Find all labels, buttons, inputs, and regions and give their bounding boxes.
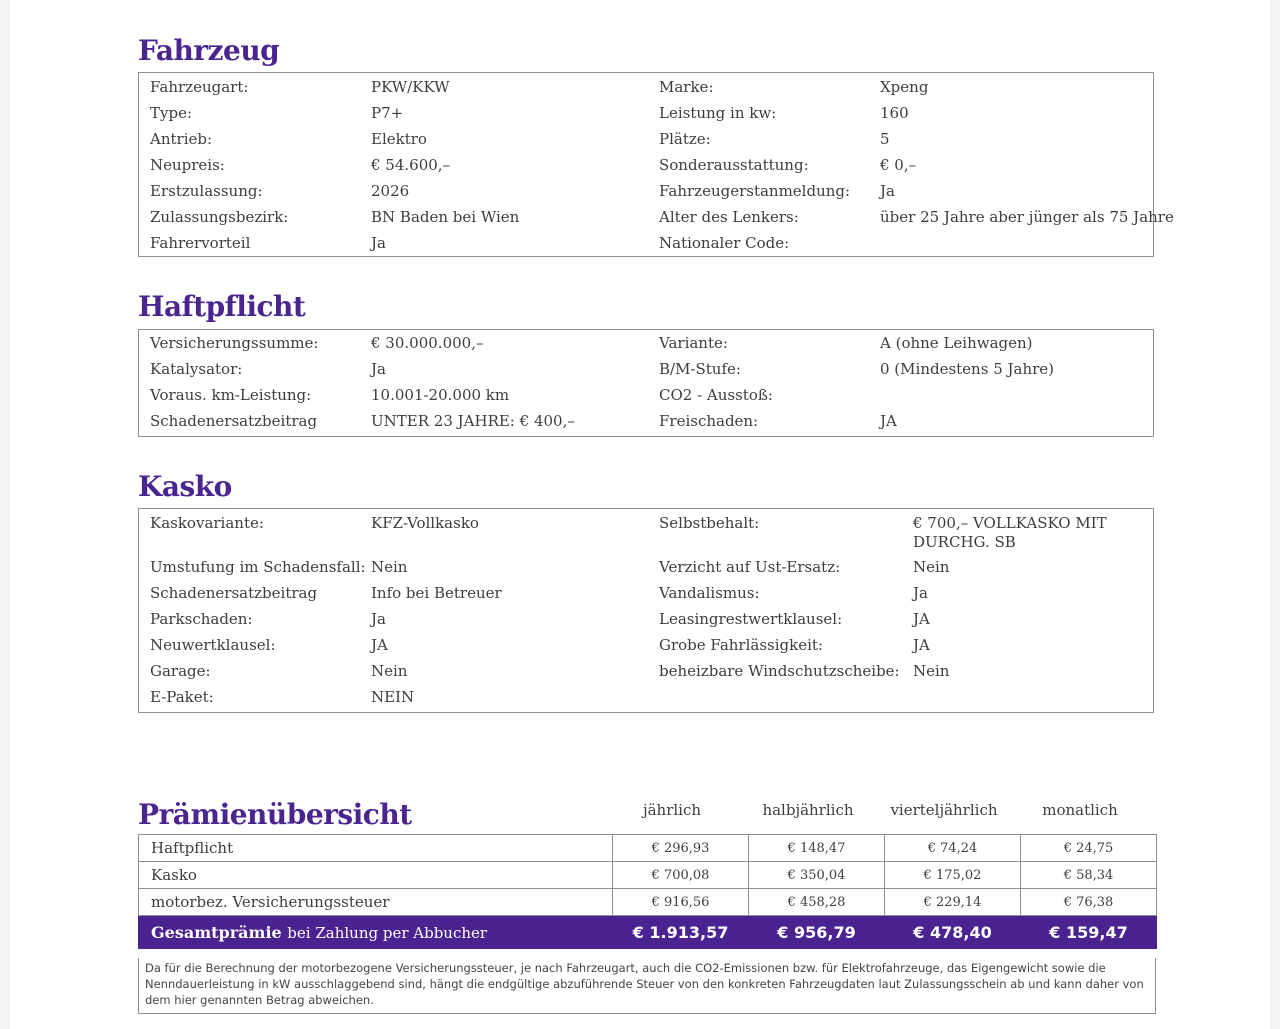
document-page — [10, 0, 1270, 1029]
premium-value: € 58,34 — [1021, 862, 1157, 889]
field-value: 2026 — [371, 182, 410, 200]
column-header-vierteljaehrlich: vierteljährlich — [890, 801, 998, 819]
premium-value: € 700,08 — [613, 862, 749, 889]
field-value: Nein — [913, 558, 950, 576]
premium-value: € 296,93 — [613, 835, 749, 862]
field-label: Erstzulassung: — [150, 182, 263, 200]
field-label: Kaskovariante: — [150, 514, 264, 532]
field-label: Freischaden: — [659, 412, 759, 430]
field-label: Vandalismus: — [659, 584, 760, 602]
field-label: Schadenersatzbeitrag — [150, 584, 318, 602]
field-label: Versicherungssumme: — [150, 334, 319, 352]
field-value: Ja — [371, 234, 386, 252]
tax-disclaimer: Da für die Berechnung der motorbezogene Versicherungssteuer, je nach Fahrzeugart, auch die CO2-Emissionen bzw. für Elektrofahrzeuge, das Eigengewicht sowie die Nenndauerleistung in kW ausschlaggebend sind, hängt die endgültige abzuführende Steuer von den konkreten Fahrzeugdaten laut Zulassungsschein ab und kann daher von dem hier genannten Betrag abweichen. — [138, 958, 1156, 1014]
field-value: Ja — [371, 610, 386, 628]
field-value: Nein — [913, 662, 950, 680]
field-label: Leasingrestwertklausel: — [659, 610, 843, 628]
table-row — [139, 835, 1157, 862]
premium-value: € 76,38 — [1021, 889, 1157, 916]
field-value: JA — [880, 412, 897, 430]
field-value: UNTER 23 JAHRE: € 400,– — [371, 412, 575, 430]
column-header-jaehrlich: jährlich — [642, 801, 702, 819]
field-value: € 30.000.000,– — [371, 334, 484, 352]
premium-value: € 24,75 — [1021, 835, 1157, 862]
premium-value: € 175,02 — [885, 862, 1021, 889]
total-value: € 159,47 — [1021, 916, 1157, 949]
total-row — [139, 916, 1157, 949]
field-label: Katalysator: — [150, 360, 243, 378]
field-label: Grobe Fahrlässigkeit: — [659, 636, 823, 654]
table-row — [139, 862, 1157, 889]
premium-value: € 74,24 — [885, 835, 1021, 862]
total-value: € 956,79 — [749, 916, 885, 949]
fahrzeug-box — [138, 72, 1174, 257]
total-value: € 478,40 — [885, 916, 1021, 949]
kasko-box — [138, 508, 1154, 713]
field-label: Umstufung im Schadensfall: — [150, 558, 366, 576]
premium-value: € 916,56 — [613, 889, 749, 916]
total-value: € 1.913,57 — [613, 916, 749, 949]
section-title-kasko: Kasko — [138, 470, 232, 503]
field-value: PKW/KKW — [371, 78, 450, 96]
premium-value: € 229,14 — [885, 889, 1021, 916]
total-label: Gesamtprämie — [151, 922, 282, 942]
field-label: Garage: — [150, 662, 211, 680]
table-row — [139, 889, 1157, 916]
field-label: Selbstbehalt: — [659, 514, 760, 532]
row-label: motorbez. Versicherungssteuer — [139, 889, 613, 916]
field-label: beheizbare Windschutzscheibe: — [659, 662, 900, 680]
field-value: Elektro — [371, 130, 427, 148]
field-label: Marke: — [659, 78, 714, 96]
field-label: Nationaler Code: — [659, 234, 790, 252]
field-value: BN Baden bei Wien — [371, 208, 520, 226]
field-value: Ja — [371, 360, 386, 378]
field-value: JA — [913, 636, 930, 654]
field-value: Ja — [880, 182, 895, 200]
field-label: B/M-Stufe: — [659, 360, 741, 378]
field-label: Fahrzeugerstanmeldung: — [659, 182, 851, 200]
field-value: P7+ — [371, 104, 404, 122]
premium-value: € 350,04 — [749, 862, 885, 889]
field-label: E-Paket: — [150, 688, 214, 706]
field-label: Leistung in kw: — [659, 104, 777, 122]
field-value: über 25 Jahre aber jünger als 75 Jahre — [880, 208, 1174, 226]
field-value: Xpeng — [880, 78, 929, 96]
field-value: JA — [913, 610, 930, 628]
premium-table — [138, 834, 1157, 949]
field-label: Sonderausstattung: — [659, 156, 809, 174]
field-value: KFZ-Vollkasko — [371, 514, 479, 532]
field-value: 0 (Mindestens 5 Jahre) — [880, 360, 1055, 378]
field-value: € 54.600,– — [371, 156, 451, 174]
row-label: Haftpflicht — [139, 835, 613, 862]
field-label: Alter des Lenkers: — [659, 208, 799, 226]
field-value: 160 — [880, 104, 909, 122]
field-value: Ja — [913, 584, 928, 602]
field-label: Variante: — [659, 334, 728, 352]
haftpflicht-box — [138, 329, 1154, 437]
total-label-cell — [139, 916, 613, 949]
premium-value: € 148,47 — [749, 835, 885, 862]
field-label: Verzicht auf Ust-Ersatz: — [659, 558, 841, 576]
section-title-haftpflicht: Haftpflicht — [138, 290, 306, 323]
field-label: Parkschaden: — [150, 610, 253, 628]
section-title-praemien: Prämienübersicht — [138, 798, 412, 831]
field-label: CO2 - Ausstoß: — [659, 386, 773, 404]
field-value: A (ohne Leihwagen) — [880, 334, 1033, 352]
field-label: Zulassungsbezirk: — [150, 208, 289, 226]
field-label: Neuwertklausel: — [150, 636, 276, 654]
field-value: 5 — [880, 130, 890, 148]
section-title-fahrzeug: Fahrzeug — [138, 34, 280, 67]
field-label: Neupreis: — [150, 156, 225, 174]
field-label: Fahrzeugart: — [150, 78, 249, 96]
total-sublabel: bei Zahlung per Abbucher — [287, 923, 488, 942]
premium-value: € 458,28 — [749, 889, 885, 916]
field-value: 10.001-20.000 km — [371, 386, 510, 404]
field-value: Info bei Betreuer — [371, 584, 502, 602]
field-label: Fahrervorteil — [150, 234, 251, 252]
field-value: Nein — [371, 558, 408, 576]
field-value: € 700,– VOLLKASKO MIT DURCHG. SB — [913, 514, 1107, 551]
column-header-monatlich: monatlich — [1042, 801, 1118, 819]
field-value: € 0,– — [880, 156, 917, 174]
row-label: Kasko — [139, 862, 613, 889]
field-value: Nein — [371, 662, 408, 680]
field-label: Voraus. km-Leistung: — [150, 386, 312, 404]
field-value: JA — [371, 636, 388, 654]
field-value: NEIN — [371, 688, 415, 706]
field-label: Plätze: — [659, 130, 711, 148]
field-label: Antrieb: — [150, 130, 213, 148]
field-label: Type: — [150, 104, 193, 122]
column-header-halbjaehrlich: halbjährlich — [762, 801, 854, 819]
field-label: Schadenersatzbeitrag — [150, 412, 318, 430]
